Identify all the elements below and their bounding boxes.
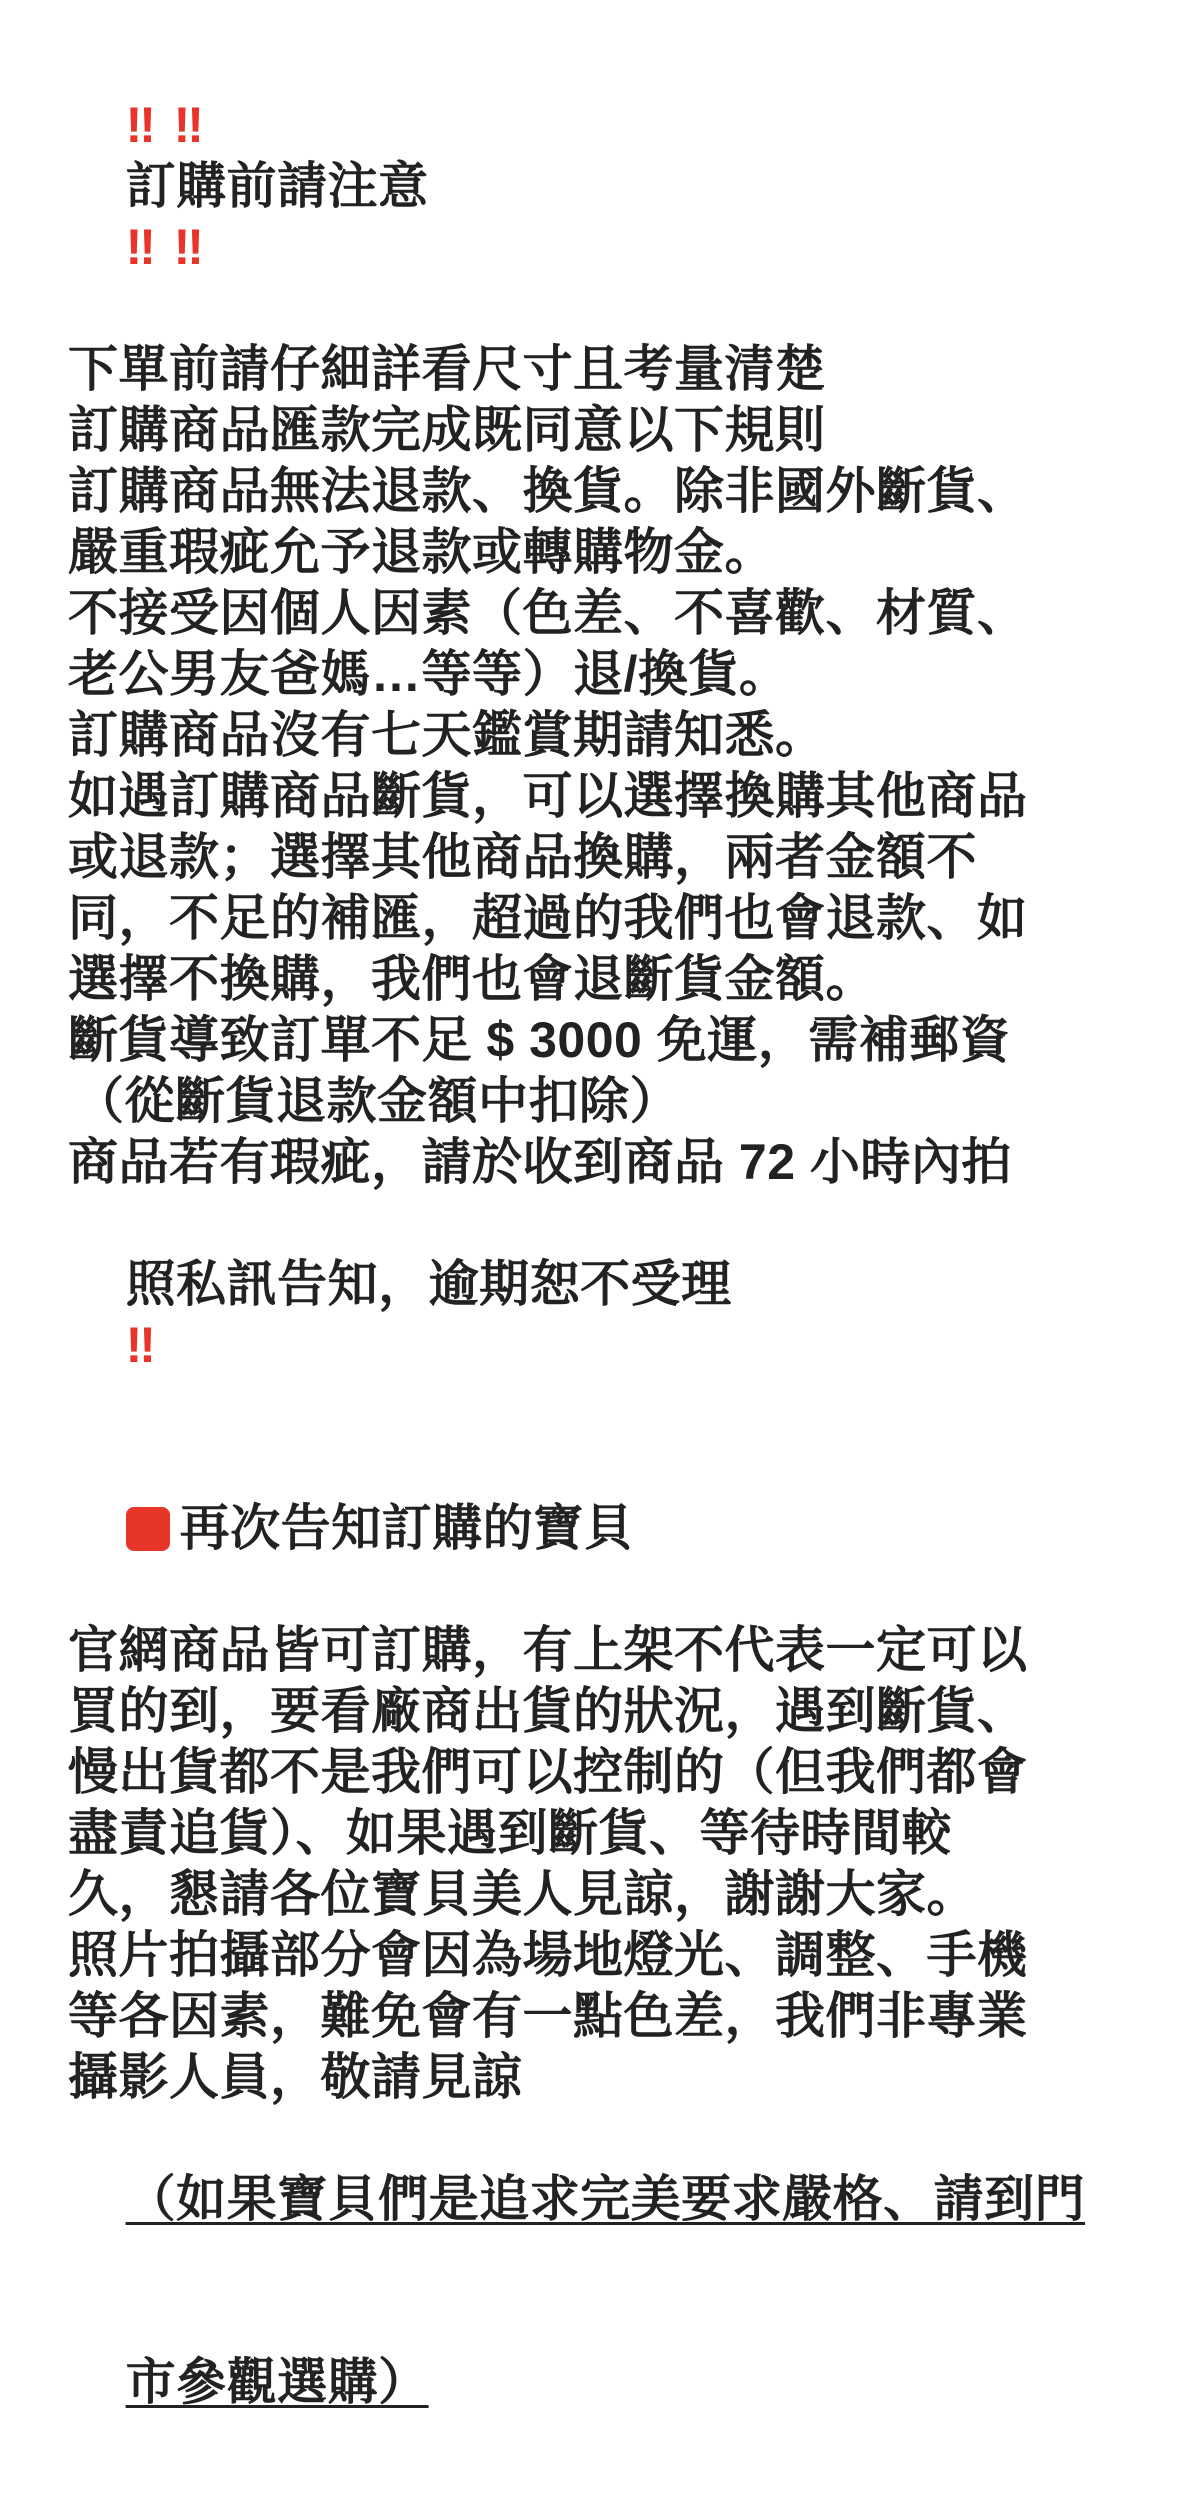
- notice-line-with-warning: [68, 1193, 1138, 1437]
- double-exclamation-icon: ‼: [125, 1317, 158, 1373]
- document-title: [68, 34, 1138, 339]
- notice-line: 訂購商品沒有七天鑑賞期請知悉。: [68, 707, 826, 763]
- double-exclamation-icon-right: ‼ ‼: [125, 219, 206, 275]
- stop-sign-icon: [126, 1507, 170, 1551]
- notice-line: 盡責追貨）、如果遇到斷貨、等待時間較: [68, 1805, 952, 1861]
- notice-line: 商品若有瑕疵，請於收到商品 72 小時內拍: [68, 1134, 1012, 1190]
- notice-line: 下單前請仔細詳看尺寸且考量清楚: [68, 341, 826, 397]
- double-exclamation-icon-left: ‼ ‼: [125, 97, 206, 153]
- notice-line: 慢出貨都不是我們可以控制的（但我們都會: [68, 1744, 1028, 1800]
- notice-line: 斷貨導致訂單不足 $ 3000 免運，需補郵資: [68, 1012, 1011, 1068]
- notice-line: 或退款；選擇其他商品換購，兩者金額不: [68, 829, 977, 885]
- section-two-title: [68, 1437, 1138, 1620]
- footer-line: [68, 2291, 1138, 2474]
- document-title-text: 訂購前請注意: [125, 158, 429, 214]
- notice-line: 不接受因個人因素（色差、不喜歡、材質、: [68, 585, 1028, 641]
- notice-line: 久，懇請各位寶貝美人見諒，謝謝大家。: [68, 1866, 977, 1922]
- footer-line: [68, 2108, 1138, 2291]
- notice-line: 官網商品皆可訂購，有上架不代表一定可以: [68, 1622, 1028, 1678]
- notice-line: 老公男友爸媽…等等）退/換貨。: [68, 646, 790, 702]
- notice-line: 嚴重瑕疵允予退款或轉購物金。: [68, 524, 775, 580]
- notice-line: 買的到，要看廠商出貨的狀況，遇到斷貨、: [68, 1683, 1028, 1739]
- footer-line-text: （如果寶貝們是追求完美要求嚴格、請到門: [125, 2171, 1086, 2227]
- notice-line-text: 照私訊告知，逾期恕不受理: [125, 1256, 732, 1312]
- notice-line: 如遇訂購商品斷貨，可以選擇換購其他商品: [68, 768, 1028, 824]
- notice-line: 照片拍攝部分會因為場地燈光、調整、手機: [68, 1927, 1028, 1983]
- notice-line: 同，不足的補匯，超過的我們也會退款、如: [68, 890, 1028, 946]
- notice-line: 訂購商品匯款完成既同意以下規則: [68, 402, 826, 458]
- notice-line: （從斷貨退款金額中扣除）: [74, 1073, 680, 1129]
- notice-line: 訂購商品無法退款、換貨。除非國外斷貨、: [68, 463, 1028, 519]
- section-two-title-text: 再次告知訂購的寶貝: [179, 1500, 635, 1556]
- notice-line: 攝影人員，敬請見諒: [68, 2049, 523, 2105]
- notice-line: 等各因素，難免會有一點色差，我們非專業: [68, 1988, 1028, 2044]
- footer-line-text: 市參觀選購）: [125, 2354, 429, 2410]
- notice-line: 選擇不換購，我們也會退斷貨金額。: [68, 951, 876, 1007]
